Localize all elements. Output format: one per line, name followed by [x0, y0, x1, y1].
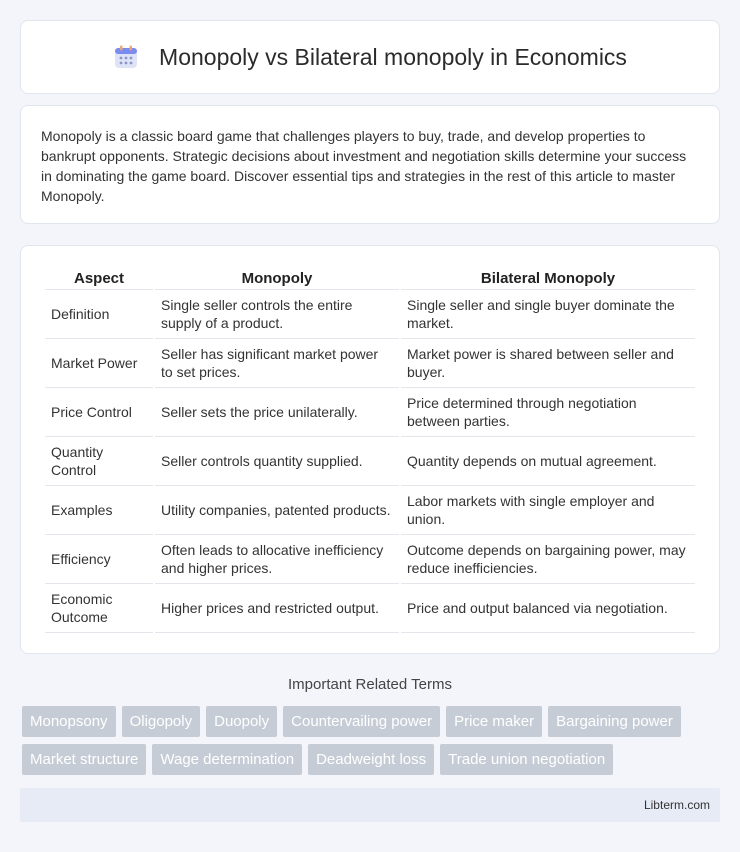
tag-bargaining-power[interactable]: Bargaining power — [548, 706, 681, 737]
comparison-table-card — [20, 245, 720, 654]
tag-price-maker[interactable]: Price maker — [446, 706, 542, 737]
table-row — [45, 339, 695, 388]
intro-text: Monopoly is a classic board game that challenges players to buy, trade, and develop properties to bankrupt opponents. Strategic decisions about investment and negotiation skills determine your success in dominating the game board. Discover essential tips and strategies in the rest of this article to master Monopoly. — [41, 128, 687, 204]
table-cell: Price determined through negotiation between parties. — [401, 388, 695, 437]
table-cell: Economic Outcome — [45, 584, 153, 633]
tag-market-structure[interactable]: Market structure — [22, 744, 146, 775]
table-cell: Examples — [45, 486, 153, 535]
table-cell: Price Control — [45, 388, 153, 437]
related-terms-list — [22, 706, 722, 782]
table-row — [45, 535, 695, 584]
table-cell: Utility companies, patented products. — [155, 486, 399, 535]
column-header-aspect: Aspect — [45, 266, 153, 290]
table-row — [45, 486, 695, 535]
table-cell: Quantity Control — [45, 437, 153, 486]
footer — [20, 788, 720, 822]
calendar-icon — [113, 44, 139, 70]
tag-oligopoly[interactable]: Oligopoly — [122, 706, 201, 737]
related-terms-title: Important Related Terms — [288, 676, 452, 693]
table-row — [45, 388, 695, 437]
table-cell: Labor markets with single employer and union. — [401, 486, 695, 535]
table-cell: Higher prices and restricted output. — [155, 584, 399, 633]
table-cell: Definition — [45, 290, 153, 339]
tag-deadweight-loss[interactable]: Deadweight loss — [308, 744, 434, 775]
column-header-bilateral: Bilateral Monopoly — [401, 266, 695, 290]
table-cell: Seller sets the price unilaterally. — [155, 388, 399, 437]
table-row — [45, 437, 695, 486]
table-cell: Outcome depends on bargaining power, may reduce inefficiencies. — [401, 535, 695, 584]
table-cell: Single seller controls the entire supply of a product. — [155, 290, 399, 339]
intro-card — [20, 105, 720, 224]
table-row — [45, 290, 695, 339]
tag-countervailing-power[interactable]: Countervailing power — [283, 706, 440, 737]
table-cell: Market Power — [45, 339, 153, 388]
table-cell: Market power is shared between seller and buyer. — [401, 339, 695, 388]
footer-brand-link[interactable]: Libterm.com — [643, 798, 710, 812]
table-cell: Quantity depends on mutual agreement. — [401, 437, 695, 486]
table-header-row — [45, 266, 695, 290]
tag-monopsony[interactable]: Monopsony — [22, 706, 116, 737]
table-cell: Seller controls quantity supplied. — [155, 437, 399, 486]
page-title: Monopoly vs Bilateral monopoly in Economics — [159, 43, 627, 70]
comparison-table — [43, 266, 697, 633]
table-cell: Often leads to allocative inefficiency and higher prices. — [155, 535, 399, 584]
table-cell: Price and output balanced via negotiation. — [401, 584, 695, 633]
header-card — [20, 20, 720, 94]
table-row — [45, 584, 695, 633]
tag-trade-union-negotiation[interactable]: Trade union negotiation — [440, 744, 613, 775]
tag-wage-determination[interactable]: Wage determination — [152, 744, 302, 775]
table-cell: Single seller and single buyer dominate the market. — [401, 290, 695, 339]
tag-duopoly[interactable]: Duopoly — [206, 706, 277, 737]
table-cell: Efficiency — [45, 535, 153, 584]
table-cell: Seller has significant market power to set prices. — [155, 339, 399, 388]
column-header-monopoly: Monopoly — [155, 266, 399, 290]
